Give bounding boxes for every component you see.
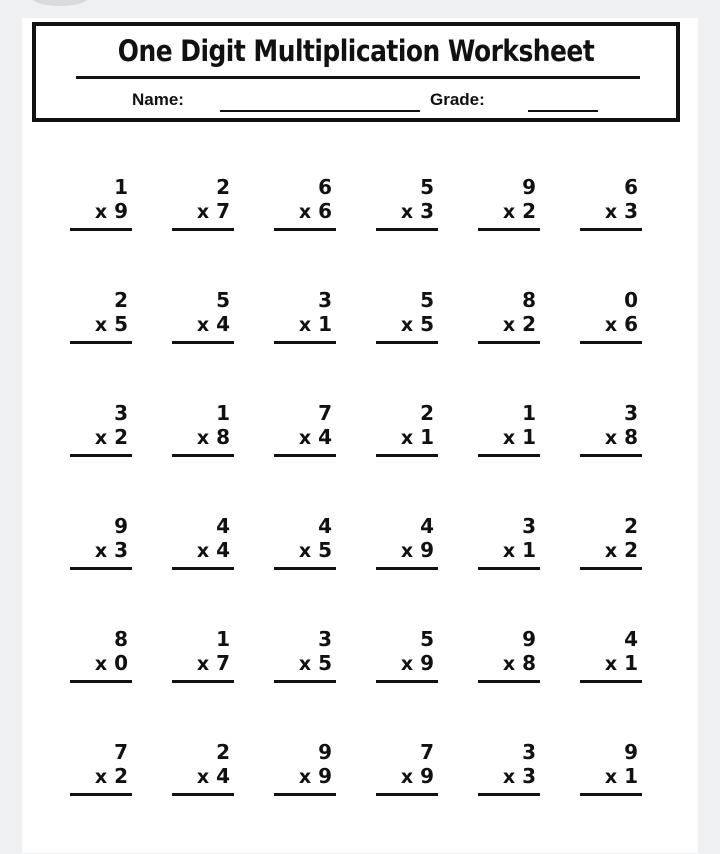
multiply-sign: x — [298, 766, 312, 788]
problem-row — [64, 402, 676, 515]
multiplier: 1 — [522, 538, 536, 562]
multiply-sign: x — [196, 653, 210, 675]
title-underline — [76, 76, 640, 79]
multiplier-line — [605, 426, 638, 449]
multiplier-line — [299, 652, 332, 675]
multiply-sign: x — [196, 427, 210, 449]
answer-line[interactable] — [274, 228, 336, 231]
multiply-sign: x — [604, 201, 618, 223]
multiplicand: 2 — [420, 401, 434, 425]
problem-row — [64, 628, 676, 741]
answer-line[interactable] — [376, 341, 438, 344]
multiplier: 3 — [114, 538, 128, 562]
multiplicand: 4 — [318, 514, 332, 538]
multiplication-problem — [268, 741, 370, 854]
answer-line[interactable] — [274, 341, 336, 344]
multiply-sign: x — [400, 314, 414, 336]
answer-line[interactable] — [172, 567, 234, 570]
multiplier: 4 — [216, 764, 230, 788]
multiplier-line — [605, 765, 638, 788]
multiplicand: 5 — [420, 627, 434, 651]
multiplicand: 7 — [114, 740, 128, 764]
multiplier-line — [503, 765, 536, 788]
multiplier-line — [401, 313, 434, 336]
multiply-sign: x — [502, 766, 516, 788]
multiplicand: 5 — [216, 288, 230, 312]
multiplicand: 9 — [522, 175, 536, 199]
multiplicand: 3 — [522, 514, 536, 538]
answer-line[interactable] — [274, 454, 336, 457]
multiplication-problem — [370, 176, 472, 289]
name-label: Name: — [132, 90, 184, 109]
multiplier: 3 — [522, 764, 536, 788]
multiplier: 4 — [216, 312, 230, 336]
multiplier: 3 — [420, 199, 434, 223]
multiplication-problem — [472, 741, 574, 854]
multiplier: 7 — [216, 199, 230, 223]
multiplicand: 0 — [624, 288, 638, 312]
multiplier: 7 — [216, 651, 230, 675]
multiplier-line — [197, 539, 230, 562]
multiplier-line — [299, 200, 332, 223]
multiply-sign: x — [298, 201, 312, 223]
multiplier-line — [401, 200, 434, 223]
multiply-sign: x — [400, 427, 414, 449]
multiplicand: 6 — [624, 175, 638, 199]
multiplier-line — [605, 200, 638, 223]
answer-line[interactable] — [478, 680, 540, 683]
multiply-sign: x — [502, 427, 516, 449]
multiply-sign: x — [400, 201, 414, 223]
multiplicand: 8 — [114, 627, 128, 651]
multiplication-problem — [472, 402, 574, 515]
multiply-sign: x — [604, 314, 618, 336]
multiplier-line — [197, 200, 230, 223]
multiplier: 4 — [318, 425, 332, 449]
multiply-sign: x — [196, 201, 210, 223]
multiplication-problem — [166, 515, 268, 628]
multiplier-line — [401, 765, 434, 788]
answer-line[interactable] — [580, 228, 642, 231]
multiplier: 2 — [522, 199, 536, 223]
multiplier: 5 — [114, 312, 128, 336]
multiply-sign: x — [604, 427, 618, 449]
multiplier: 1 — [420, 425, 434, 449]
answer-line[interactable] — [376, 567, 438, 570]
multiply-sign: x — [604, 540, 618, 562]
answer-line[interactable] — [580, 341, 642, 344]
multiplicand: 4 — [624, 627, 638, 651]
multiplication-problem — [166, 628, 268, 741]
multiplier-line — [401, 539, 434, 562]
multiply-sign: x — [196, 540, 210, 562]
multiply-sign: x — [400, 540, 414, 562]
multiplication-problem — [472, 289, 574, 402]
multiplication-problem — [166, 176, 268, 289]
multiplicand: 3 — [318, 288, 332, 312]
answer-line[interactable] — [172, 228, 234, 231]
multiplier-line — [299, 313, 332, 336]
multiplicand: 2 — [216, 740, 230, 764]
multiplication-problem — [472, 628, 574, 741]
problem-row — [64, 176, 676, 289]
multiplier-line — [95, 313, 128, 336]
multiplier: 1 — [522, 425, 536, 449]
multiplier: 9 — [318, 764, 332, 788]
name-blank-line[interactable] — [220, 110, 420, 112]
multiplication-problem — [268, 402, 370, 515]
multiplier: 2 — [114, 425, 128, 449]
multiplier: 3 — [624, 199, 638, 223]
multiplier: 1 — [624, 764, 638, 788]
multiplier: 9 — [114, 199, 128, 223]
multiply-sign: x — [94, 540, 108, 562]
multiplicand: 9 — [624, 740, 638, 764]
multiply-sign: x — [604, 766, 618, 788]
multiplier-line — [503, 652, 536, 675]
multiply-sign: x — [502, 314, 516, 336]
multiplier: 2 — [114, 764, 128, 788]
multiplication-problem — [472, 515, 574, 628]
multiplication-problem — [574, 289, 676, 402]
answer-line[interactable] — [580, 793, 642, 796]
multiply-sign: x — [196, 766, 210, 788]
answer-line[interactable] — [376, 793, 438, 796]
multiplicand: 3 — [114, 401, 128, 425]
answer-line[interactable] — [478, 793, 540, 796]
multiplicand: 4 — [216, 514, 230, 538]
multiplier: 9 — [420, 538, 434, 562]
multiplicand: 7 — [318, 401, 332, 425]
multiplication-problem — [370, 402, 472, 515]
multiplier-line — [605, 313, 638, 336]
answer-line[interactable] — [274, 680, 336, 683]
multiplier-line — [605, 652, 638, 675]
multiplication-problem — [370, 289, 472, 402]
answer-line[interactable] — [580, 567, 642, 570]
multiplicand: 9 — [114, 514, 128, 538]
answer-line[interactable] — [376, 228, 438, 231]
multiplication-problem — [574, 741, 676, 854]
multiplication-problem — [370, 741, 472, 854]
multiplier: 8 — [216, 425, 230, 449]
worksheet-header — [32, 22, 680, 122]
grade-label: Grade: — [430, 90, 485, 109]
multiplier-line — [95, 539, 128, 562]
multiplicand: 3 — [624, 401, 638, 425]
multiplier-line — [503, 539, 536, 562]
multiplier-line — [197, 426, 230, 449]
multiplication-problem — [166, 289, 268, 402]
multiplier: 1 — [624, 651, 638, 675]
multiply-sign: x — [298, 653, 312, 675]
answer-line[interactable] — [70, 228, 132, 231]
multiplier: 1 — [318, 312, 332, 336]
multiplier-line — [197, 765, 230, 788]
multiplier: 5 — [420, 312, 434, 336]
multiplicand: 4 — [420, 514, 434, 538]
problem-row — [64, 741, 676, 854]
worksheet-title: One Digit Multiplication Worksheet — [117, 34, 595, 68]
multiplier-line — [503, 313, 536, 336]
page-edge-decoration — [30, 0, 90, 6]
multiply-sign: x — [94, 314, 108, 336]
multiplicand: 1 — [216, 627, 230, 651]
multiply-sign: x — [94, 653, 108, 675]
multiplier: 6 — [318, 199, 332, 223]
multiplicand: 9 — [522, 627, 536, 651]
answer-line[interactable] — [70, 454, 132, 457]
multiplicand: 2 — [624, 514, 638, 538]
worksheet-page — [22, 18, 698, 853]
answer-line[interactable] — [478, 454, 540, 457]
multiplication-problem — [472, 176, 574, 289]
multiplication-problem — [64, 176, 166, 289]
multiplication-problem — [574, 402, 676, 515]
multiplier-line — [95, 200, 128, 223]
multiply-sign: x — [196, 314, 210, 336]
multiplier: 0 — [114, 651, 128, 675]
multiplier-line — [503, 200, 536, 223]
answer-line[interactable] — [70, 793, 132, 796]
answer-line[interactable] — [478, 228, 540, 231]
multiplier: 2 — [522, 312, 536, 336]
answer-line[interactable] — [172, 793, 234, 796]
multiply-sign: x — [400, 766, 414, 788]
multiplier: 8 — [522, 651, 536, 675]
problem-row — [64, 515, 676, 628]
answer-line[interactable] — [274, 567, 336, 570]
multiplier-line — [197, 313, 230, 336]
multiplication-problem — [370, 628, 472, 741]
multiplication-problem — [268, 289, 370, 402]
multiplier: 9 — [420, 651, 434, 675]
multiplication-problem — [370, 515, 472, 628]
grade-blank-line[interactable] — [528, 110, 598, 112]
answer-line[interactable] — [70, 567, 132, 570]
multiplier-line — [299, 426, 332, 449]
multiplication-problem — [574, 515, 676, 628]
multiplier-line — [299, 539, 332, 562]
multiplication-problem — [64, 289, 166, 402]
multiply-sign: x — [502, 540, 516, 562]
multiplication-problem — [64, 515, 166, 628]
multiplier-line — [95, 765, 128, 788]
multiplication-problem — [64, 402, 166, 515]
answer-line[interactable] — [376, 680, 438, 683]
multiplier: 5 — [318, 651, 332, 675]
multiplication-problem — [268, 628, 370, 741]
multiplier: 6 — [624, 312, 638, 336]
multiplication-problem — [574, 176, 676, 289]
multiplicand: 1 — [522, 401, 536, 425]
multiplication-problem — [574, 628, 676, 741]
multiplier: 8 — [624, 425, 638, 449]
answer-line[interactable] — [478, 567, 540, 570]
multiplication-problem — [166, 402, 268, 515]
multiply-sign: x — [298, 314, 312, 336]
multiplier-line — [503, 426, 536, 449]
multiplier-line — [197, 652, 230, 675]
multiplication-problem — [64, 628, 166, 741]
multiplier-line — [401, 426, 434, 449]
multiplication-problem — [64, 741, 166, 854]
multiplication-problem — [166, 741, 268, 854]
multiplier-line — [95, 426, 128, 449]
multiplicand: 7 — [420, 740, 434, 764]
multiply-sign: x — [502, 201, 516, 223]
problem-grid — [64, 176, 676, 854]
multiplicand: 1 — [216, 401, 230, 425]
multiply-sign: x — [94, 427, 108, 449]
multiplication-problem — [268, 176, 370, 289]
multiplication-problem — [268, 515, 370, 628]
answer-line[interactable] — [580, 680, 642, 683]
multiplier: 2 — [624, 538, 638, 562]
answer-line[interactable] — [376, 454, 438, 457]
multiplicand: 9 — [318, 740, 332, 764]
answer-line[interactable] — [172, 680, 234, 683]
problem-row — [64, 289, 676, 402]
multiply-sign: x — [502, 653, 516, 675]
multiplicand: 3 — [522, 740, 536, 764]
multiply-sign: x — [400, 653, 414, 675]
multiplicand: 5 — [420, 175, 434, 199]
multiplier-line — [95, 652, 128, 675]
multiplicand: 2 — [114, 288, 128, 312]
multiplicand: 1 — [114, 175, 128, 199]
multiply-sign: x — [94, 766, 108, 788]
multiplicand: 8 — [522, 288, 536, 312]
answer-line[interactable] — [274, 793, 336, 796]
multiplier-line — [605, 539, 638, 562]
multiplicand: 6 — [318, 175, 332, 199]
multiplier: 4 — [216, 538, 230, 562]
multiplier-line — [299, 765, 332, 788]
answer-line[interactable] — [478, 341, 540, 344]
answer-line[interactable] — [70, 341, 132, 344]
multiply-sign: x — [298, 427, 312, 449]
multiplier: 5 — [318, 538, 332, 562]
multiply-sign: x — [604, 653, 618, 675]
multiplicand: 2 — [216, 175, 230, 199]
multiplicand: 5 — [420, 288, 434, 312]
answer-line[interactable] — [172, 454, 234, 457]
multiplicand: 3 — [318, 627, 332, 651]
answer-line[interactable] — [70, 680, 132, 683]
multiplier: 9 — [420, 764, 434, 788]
multiplier-line — [401, 652, 434, 675]
answer-line[interactable] — [580, 454, 642, 457]
answer-line[interactable] — [172, 341, 234, 344]
multiply-sign: x — [94, 201, 108, 223]
multiply-sign: x — [298, 540, 312, 562]
